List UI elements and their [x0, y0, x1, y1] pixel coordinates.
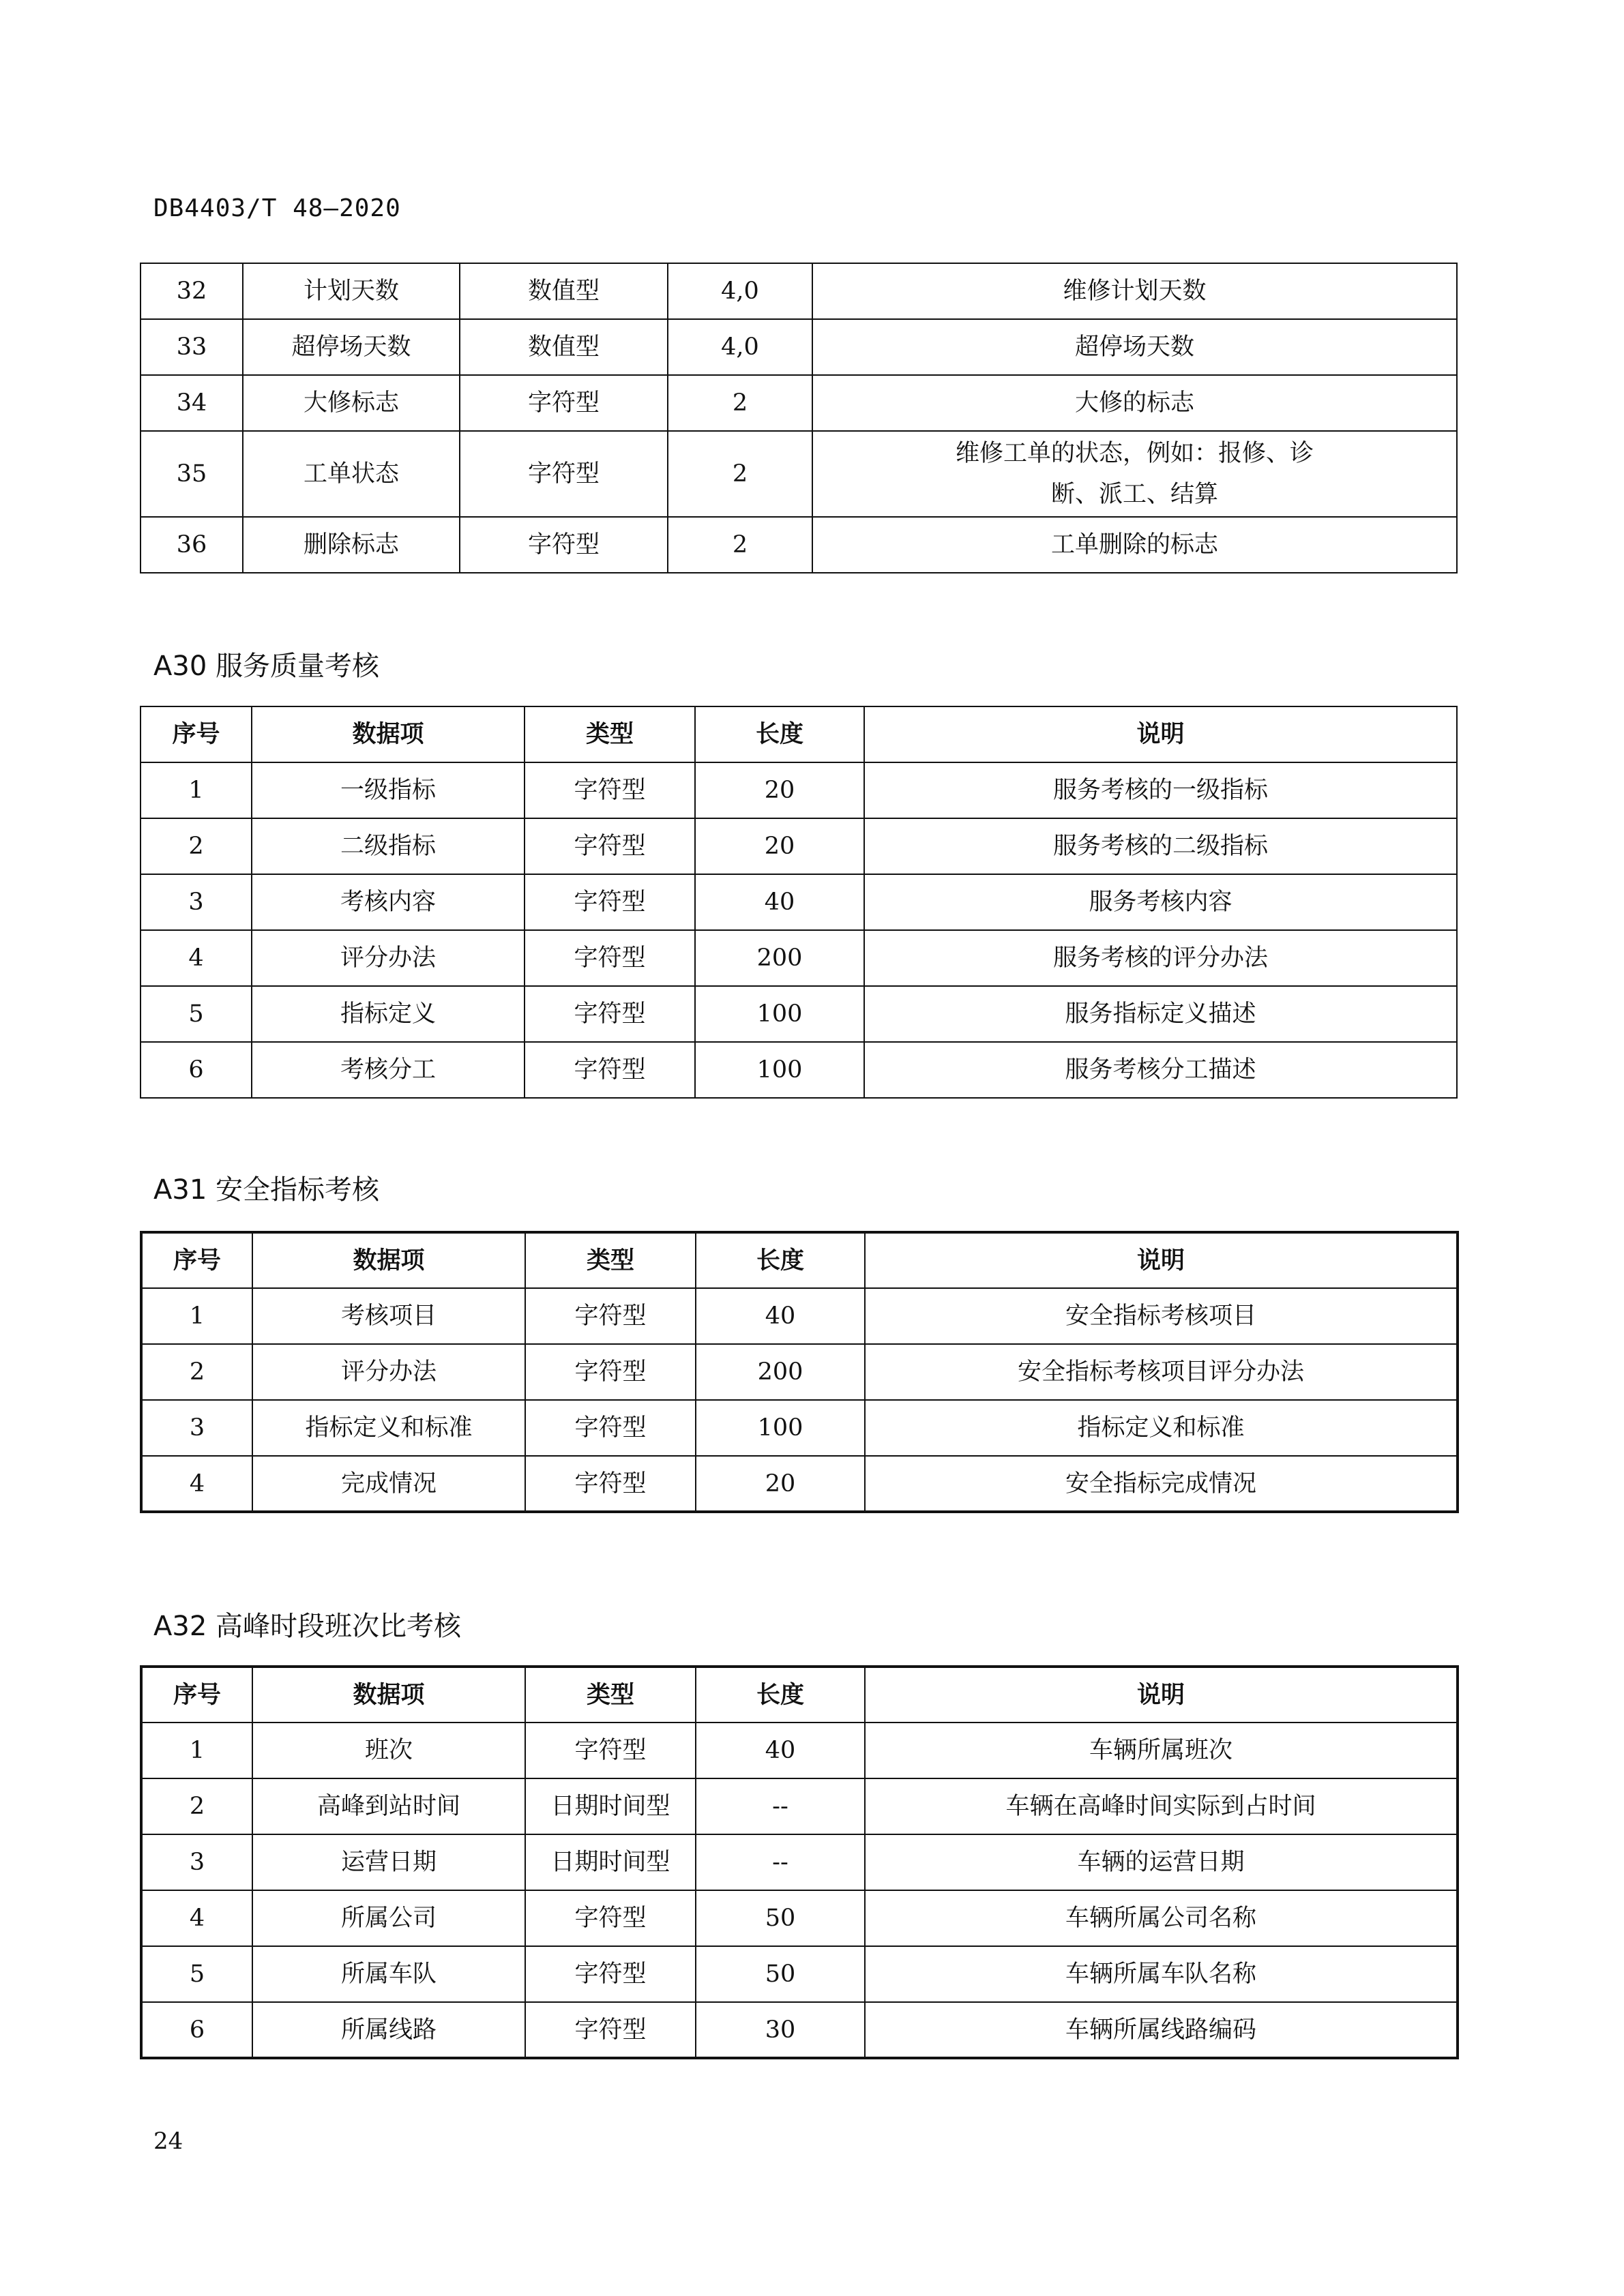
- cell-seq: 3: [141, 1834, 252, 1890]
- page-number: 24: [153, 2128, 183, 2155]
- cell-item: 二级指标: [252, 818, 525, 874]
- cell-seq: 1: [141, 762, 252, 818]
- cell-desc: 安全指标考核项目: [865, 1288, 1458, 1344]
- cell-type: 字符型: [525, 874, 695, 930]
- table-row: [141, 517, 1457, 573]
- cell-length: 20: [695, 818, 864, 874]
- cell-desc: 车辆所属线路编码: [865, 2002, 1458, 2058]
- cell-type: 数值型: [460, 263, 668, 319]
- cell-length: 4,0: [668, 263, 812, 319]
- header-item: 数据项: [252, 706, 525, 762]
- cell-desc: 工单删除的标志: [812, 517, 1457, 573]
- cell-length: 100: [695, 1042, 864, 1098]
- cell-type: 数值型: [460, 319, 668, 375]
- table-header-row: [141, 1232, 1458, 1288]
- cell-desc: 大修的标志: [812, 375, 1457, 431]
- table-row: [141, 1834, 1458, 1890]
- table-row: [141, 1042, 1457, 1098]
- cell-seq: 34: [141, 375, 243, 431]
- cell-desc: 车辆所属班次: [865, 1723, 1458, 1778]
- cell-seq: 33: [141, 319, 243, 375]
- table-row: [141, 874, 1457, 930]
- cell-length: --: [696, 1778, 865, 1834]
- cell-length: 200: [696, 1344, 865, 1400]
- standard-code: DB4403/T 48—2020: [153, 194, 401, 222]
- table-row: [141, 930, 1457, 986]
- cell-length: 2: [668, 431, 812, 517]
- cell-type: 字符型: [525, 986, 695, 1042]
- cell-type: 字符型: [525, 1456, 696, 1512]
- table-row: [141, 263, 1457, 319]
- cell-desc: 服务指标定义描述: [864, 986, 1457, 1042]
- table-a31: [140, 1231, 1459, 1513]
- cell-item: 工单状态: [243, 431, 460, 517]
- section-title-a31: A31 安全指标考核: [153, 1174, 379, 1206]
- section-title-a32: A32 高峰时段班次比考核: [153, 1611, 461, 1642]
- cell-item: 删除标志: [243, 517, 460, 573]
- cell-type: 字符型: [525, 762, 695, 818]
- cell-type: 字符型: [525, 1400, 696, 1456]
- cell-seq: 5: [141, 986, 252, 1042]
- cell-item: 运营日期: [252, 1834, 525, 1890]
- header-seq: 序号: [141, 1232, 252, 1288]
- cell-type: 字符型: [525, 1946, 696, 2002]
- cell-seq: 1: [141, 1288, 252, 1344]
- table-row: [141, 762, 1457, 818]
- header-item: 数据项: [252, 1667, 525, 1723]
- cell-length: 30: [696, 2002, 865, 2058]
- cell-item: 指标定义和标准: [252, 1400, 525, 1456]
- header-type: 类型: [525, 1667, 696, 1723]
- cell-desc: 指标定义和标准: [865, 1400, 1458, 1456]
- cell-length: 4,0: [668, 319, 812, 375]
- table-a32: [140, 1665, 1459, 2059]
- cell-type: 字符型: [460, 517, 668, 573]
- header-seq: 序号: [141, 1667, 252, 1723]
- cell-type: 字符型: [460, 431, 668, 517]
- table-header-row: [141, 1667, 1458, 1723]
- table-header-row: [141, 706, 1457, 762]
- table-row: [141, 2002, 1458, 2058]
- cell-length: 20: [696, 1456, 865, 1512]
- table-row: [141, 431, 1457, 517]
- cell-item: 计划天数: [243, 263, 460, 319]
- table-row: [141, 1778, 1458, 1834]
- header-desc: 说明: [864, 706, 1457, 762]
- header-length: 长度: [696, 1667, 865, 1723]
- cell-desc: 车辆所属公司名称: [865, 1890, 1458, 1946]
- cell-seq: 4: [141, 930, 252, 986]
- cell-length: 100: [695, 986, 864, 1042]
- cell-desc: 维修计划天数: [812, 263, 1457, 319]
- cell-length: 200: [695, 930, 864, 986]
- cell-desc: 服务考核内容: [864, 874, 1457, 930]
- cell-seq: 6: [141, 1042, 252, 1098]
- table-continued: [140, 263, 1458, 573]
- cell-item: 高峰到站时间: [252, 1778, 525, 1834]
- cell-length: --: [696, 1834, 865, 1890]
- cell-item: 考核项目: [252, 1288, 525, 1344]
- cell-desc: 车辆所属车队名称: [865, 1946, 1458, 2002]
- cell-seq: 1: [141, 1723, 252, 1778]
- header-item: 数据项: [252, 1232, 525, 1288]
- cell-desc: 车辆的运营日期: [865, 1834, 1458, 1890]
- cell-type: 字符型: [525, 2002, 696, 2058]
- cell-item: 指标定义: [252, 986, 525, 1042]
- cell-item: 大修标志: [243, 375, 460, 431]
- cell-desc: 服务考核分工描述: [864, 1042, 1457, 1098]
- cell-length: 50: [696, 1946, 865, 2002]
- cell-seq: 3: [141, 874, 252, 930]
- cell-desc: 服务考核的评分办法: [864, 930, 1457, 986]
- cell-length: 2: [668, 517, 812, 573]
- cell-seq: 4: [141, 1890, 252, 1946]
- table-a30: [140, 706, 1458, 1099]
- table-row: [141, 1400, 1458, 1456]
- cell-length: 40: [695, 874, 864, 930]
- cell-item: 考核内容: [252, 874, 525, 930]
- header-desc: 说明: [865, 1667, 1458, 1723]
- cell-desc: 服务考核的二级指标: [864, 818, 1457, 874]
- cell-item: 评分办法: [252, 1344, 525, 1400]
- cell-item: 所属公司: [252, 1890, 525, 1946]
- cell-length: 40: [696, 1288, 865, 1344]
- cell-type: 字符型: [525, 1042, 695, 1098]
- cell-type: 字符型: [460, 375, 668, 431]
- table-row: [141, 1890, 1458, 1946]
- cell-desc: 安全指标考核项目评分办法: [865, 1344, 1458, 1400]
- header-length: 长度: [696, 1232, 865, 1288]
- cell-seq: 2: [141, 1778, 252, 1834]
- table-row: [141, 1288, 1458, 1344]
- table-row: [141, 818, 1457, 874]
- header-length: 长度: [695, 706, 864, 762]
- table-row: [141, 1723, 1458, 1778]
- cell-type: 字符型: [525, 1723, 696, 1778]
- cell-seq: 4: [141, 1456, 252, 1512]
- cell-desc: 服务考核的一级指标: [864, 762, 1457, 818]
- cell-seq: 36: [141, 517, 243, 573]
- header-type: 类型: [525, 706, 695, 762]
- cell-type: 字符型: [525, 1344, 696, 1400]
- cell-seq: 6: [141, 2002, 252, 2058]
- cell-item: 一级指标: [252, 762, 525, 818]
- cell-seq: 5: [141, 1946, 252, 2002]
- cell-length: 50: [696, 1890, 865, 1946]
- cell-seq: 3: [141, 1400, 252, 1456]
- cell-length: 40: [696, 1723, 865, 1778]
- table-row: [141, 1344, 1458, 1400]
- cell-seq: 35: [141, 431, 243, 517]
- cell-desc: 超停场天数: [812, 319, 1457, 375]
- cell-type: 日期时间型: [525, 1778, 696, 1834]
- cell-desc: 车辆在高峰时间实际到占时间: [865, 1778, 1458, 1834]
- cell-desc: 维修工单的状态，例如：报修、诊断、派工、结算: [812, 431, 1457, 517]
- cell-length: 20: [695, 762, 864, 818]
- table-row: [141, 986, 1457, 1042]
- table-row: [141, 1946, 1458, 2002]
- cell-type: 日期时间型: [525, 1834, 696, 1890]
- cell-item: 完成情况: [252, 1456, 525, 1512]
- header-seq: 序号: [141, 706, 252, 762]
- section-title-a30: A30 服务质量考核: [153, 651, 379, 682]
- cell-item: 超停场天数: [243, 319, 460, 375]
- cell-item: 所属线路: [252, 2002, 525, 2058]
- cell-length: 2: [668, 375, 812, 431]
- header-desc: 说明: [865, 1232, 1458, 1288]
- cell-seq: 2: [141, 818, 252, 874]
- cell-desc: 安全指标完成情况: [865, 1456, 1458, 1512]
- cell-seq: 2: [141, 1344, 252, 1400]
- table-row: [141, 319, 1457, 375]
- table-row: [141, 375, 1457, 431]
- cell-item: 所属车队: [252, 1946, 525, 2002]
- cell-type: 字符型: [525, 1890, 696, 1946]
- cell-item: 评分办法: [252, 930, 525, 986]
- cell-item: 班次: [252, 1723, 525, 1778]
- cell-item: 考核分工: [252, 1042, 525, 1098]
- cell-type: 字符型: [525, 930, 695, 986]
- table-row: [141, 1456, 1458, 1512]
- cell-seq: 32: [141, 263, 243, 319]
- cell-type: 字符型: [525, 818, 695, 874]
- header-type: 类型: [525, 1232, 696, 1288]
- cell-length: 100: [696, 1400, 865, 1456]
- cell-type: 字符型: [525, 1288, 696, 1344]
